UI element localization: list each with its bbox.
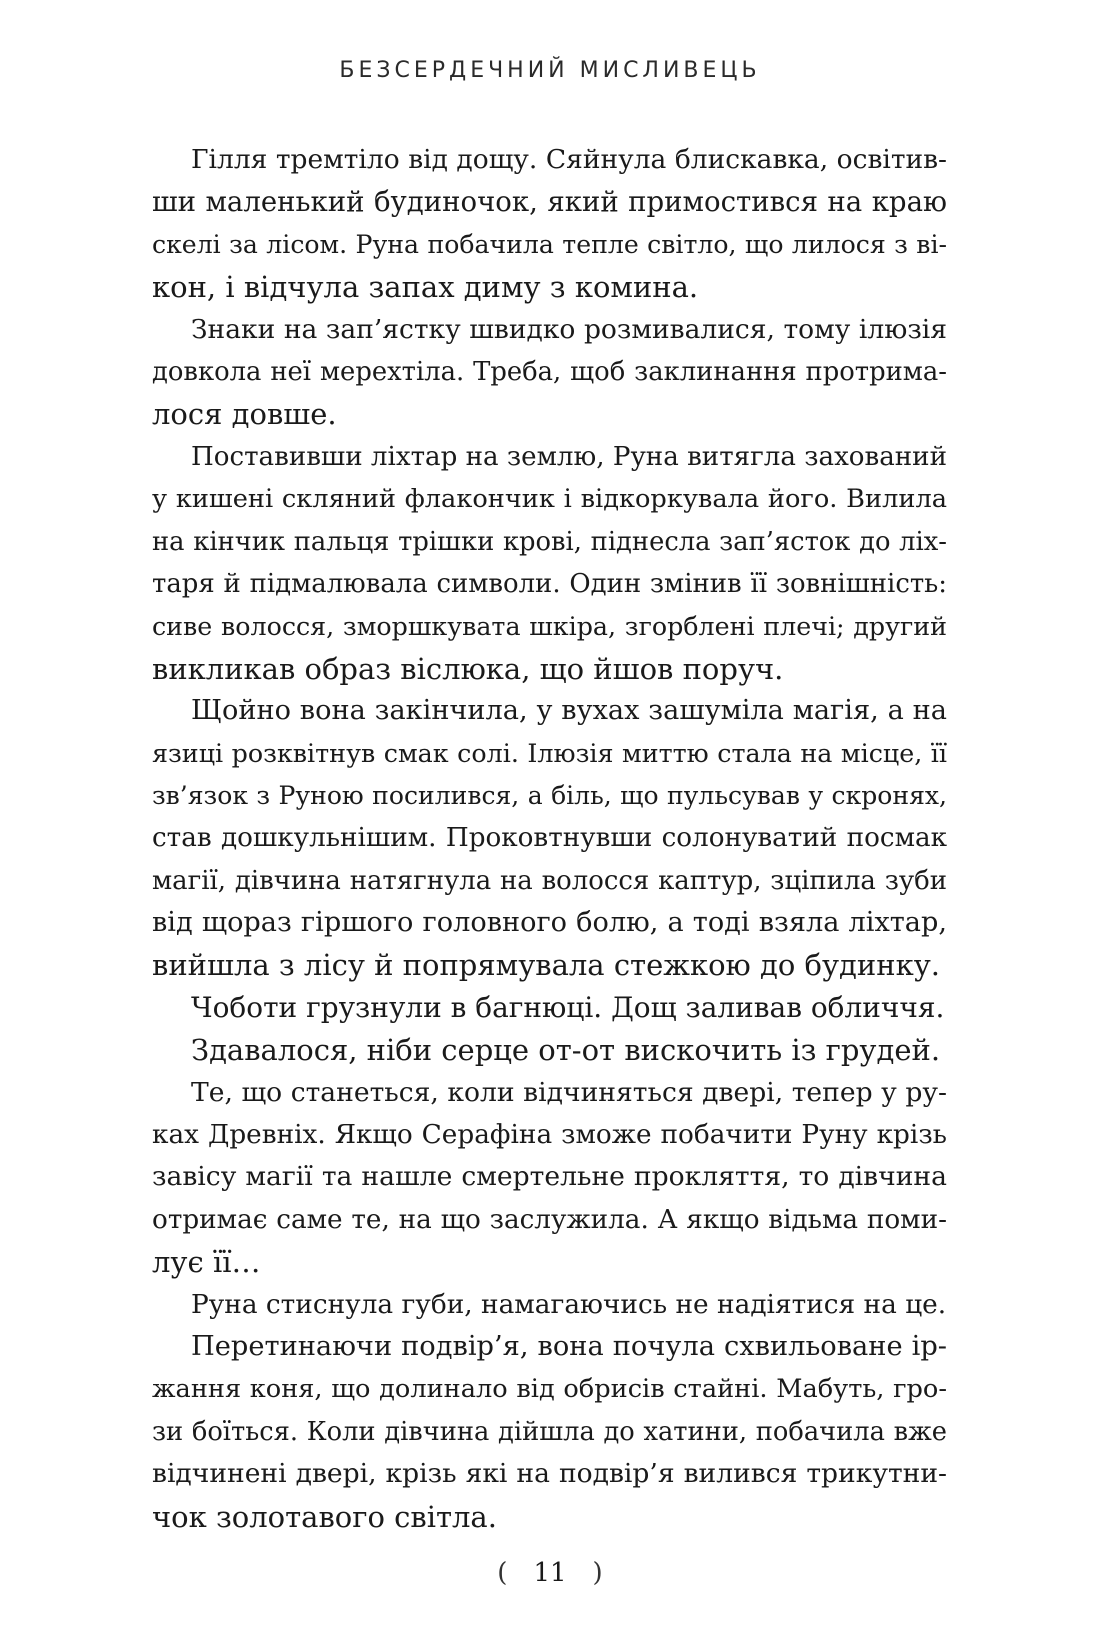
text-line: лося довше. <box>152 397 337 432</box>
text-line: став дошкульнішим. Проковтнувши солонуватий посмак <box>152 823 947 854</box>
body-text <box>152 139 947 1538</box>
text-line: Чоботи грузнули в багнюці. Дощ заливав обличчя. <box>191 990 945 1024</box>
text-line: скелі за лісом. Руна побачила тепле світло, що лилося з ві- <box>152 229 947 259</box>
text-line: чок золотавого світла. <box>152 1499 497 1534</box>
text-line: магії, дівчина натягнула на волосся каптур, зціпила зуби <box>152 865 947 896</box>
text-line: Гілля тремтіло від дощу. Сяйнула блискавка, освітив- <box>191 144 947 175</box>
text-line: на кінчик пальця трішки крові, піднесла зап’ясток до ліх- <box>152 526 947 557</box>
running-head: БЕЗСЕРДЕЧНИЙ МИСЛИВЕЦЬ <box>339 58 761 83</box>
text-line: жання коня, що долинало від обрисів стайні. Мабуть, гро- <box>152 1374 947 1405</box>
text-line: таря й підмалювала символи. Один змінив її зовнішність: <box>152 568 947 599</box>
page-number <box>0 1558 1100 1588</box>
text-line: Поставивши ліхтар на землю, Руна витягла захований <box>191 441 947 472</box>
text-line: Те, що станеться, коли відчиняться двері, тепер у ру- <box>191 1076 947 1108</box>
text-line: ках Древніх. Якщо Серафіна зможе побачити Руну крізь <box>152 1119 947 1150</box>
text-line: кон, і відчула запах диму з комина. <box>152 270 699 305</box>
text-line: отримає саме те, на що заслужила. А якщо відьма поми- <box>152 1204 947 1235</box>
text-line: відчинені двері, крізь які на подвір’я вилився трикутни- <box>152 1458 947 1490</box>
text-line: від щораз гіршого головного болю, а тоді взяла ліхтар, <box>152 907 947 939</box>
folio-number: 11 <box>533 1558 567 1588</box>
text-line: довкола неї мерехтіла. Треба, щоб заклинання протрима- <box>152 356 947 387</box>
text-line: зв’язок з Руною посилився, а біль, що пульсував у скронях, <box>152 780 947 810</box>
text-line: у кишені скляний флакончик і відкоркувала його. Вилила <box>152 484 947 515</box>
text-line: Перетинаючи подвір’я, вона почула схвильоване ір- <box>191 1330 947 1362</box>
text-line: сиве волосся, зморшкувата шкіра, згорблені плечі; другий <box>152 611 947 642</box>
text-line: Здавалося, ніби серце от-от вискочить із грудей. <box>191 1033 941 1068</box>
folio-open-bracket: ( <box>497 1558 508 1588</box>
text-line: Знаки на зап’ястку швидко розмивалися, тому ілюзія <box>191 313 947 345</box>
text-line: лує її… <box>152 1245 261 1280</box>
text-line: ши маленький будиночок, який примостився на краю <box>152 185 947 219</box>
text-line: вийшла з лісу й попрямувала стежкою до будинку. <box>152 948 940 983</box>
text-line: Щойно вона закінчила, у вухах зашуміла магія, а на <box>191 695 947 727</box>
text-line: язиці розквітнув смак солі. Ілюзія миттю стала на місце, її <box>152 738 947 769</box>
text-line: завісу магії та нашле смертельне прокляття, то дівчина <box>152 1161 947 1193</box>
text-line: зи боїться. Коли дівчина дійшла до хатини, побачила вже <box>152 1416 947 1447</box>
folio-close-bracket: ) <box>592 1558 603 1588</box>
text-line: викликав образ віслюка, що йшов поруч. <box>152 651 784 686</box>
text-line: Руна стиснула губи, намагаючись не надіятися на це. <box>191 1289 947 1320</box>
